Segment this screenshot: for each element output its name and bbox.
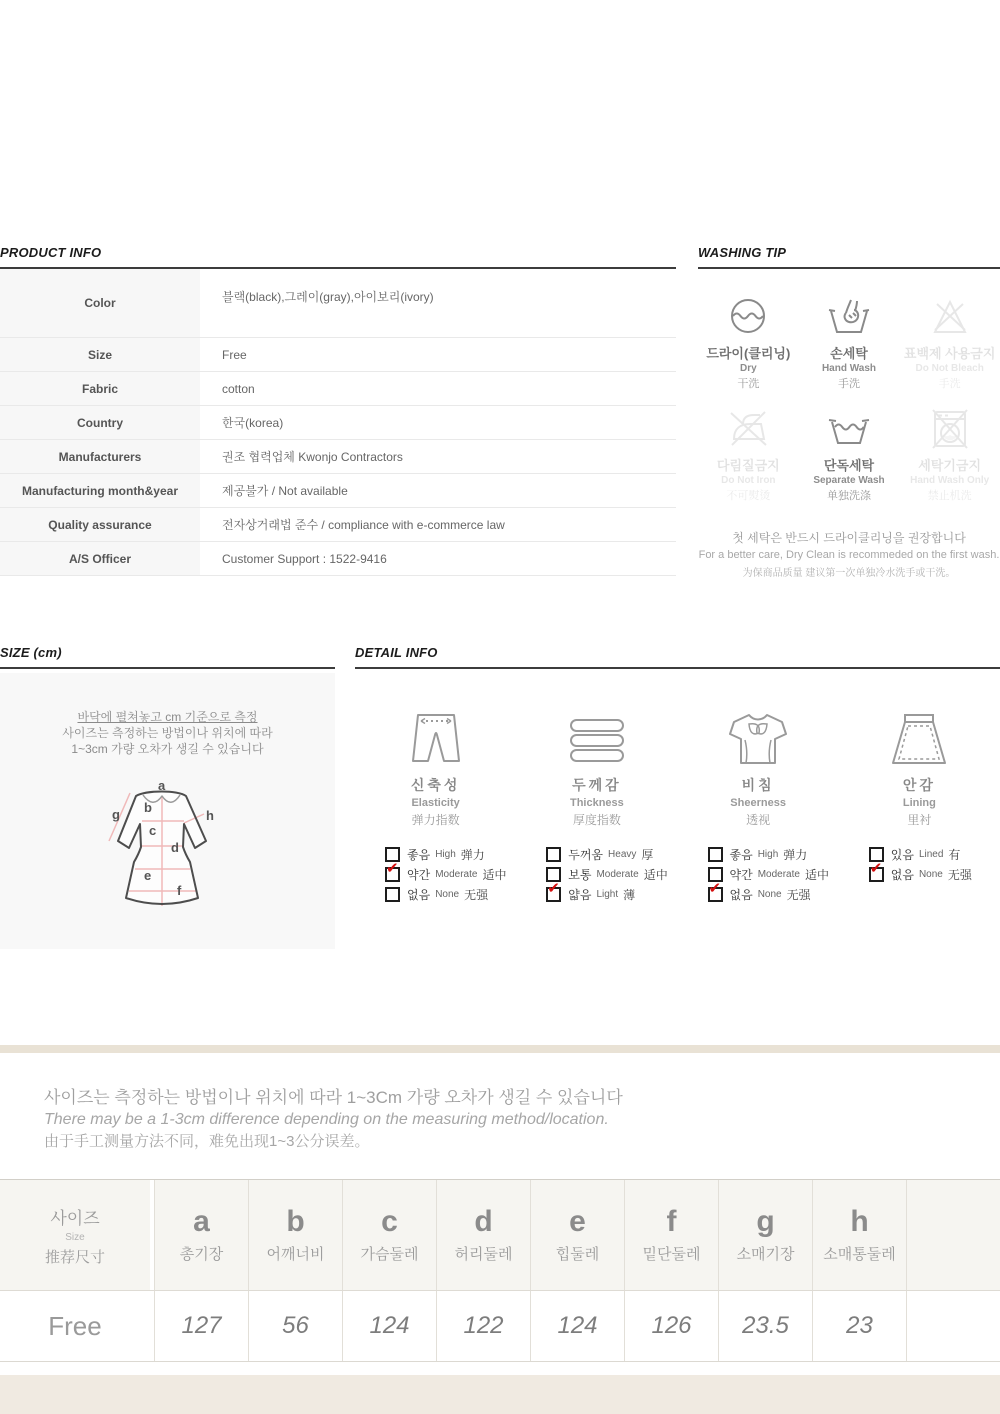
size-section-title: SIZE (cm) — [0, 645, 335, 669]
row-label: A/S Officer — [0, 542, 200, 575]
table-row — [0, 269, 676, 338]
product-info-section — [0, 245, 676, 576]
washing-note: 첫 세탁은 반드시 드라이클리닝을 권장합니다 For a better care, Dry Clean is recommeded on the first wash. 为保商品质量 建议第一次单独冷水洗手或干洗。 — [698, 531, 1000, 579]
dress-measure-diagram — [0, 767, 335, 922]
checkbox-icon[interactable] — [708, 847, 723, 862]
detail-categories — [355, 705, 1000, 904]
row-value: cotton — [200, 372, 676, 405]
checkbox-icon[interactable] — [869, 859, 884, 882]
size-chart-table — [0, 1179, 1000, 1362]
measure-label-c: c — [148, 823, 156, 838]
row-label: Manufacturers — [0, 440, 200, 473]
measure-label-b: b — [143, 800, 152, 815]
washing-item-do-not-bleach: 표백제 사용금지 Do Not Bleach 手洗 — [899, 295, 1000, 399]
category-lining: 안감 Lining 里衬 있음 Lined 有 ✔ 없음 None 无强 — [839, 705, 1000, 904]
measure-label-d: d — [170, 840, 179, 855]
row-value: 블랙(black),그레이(gray),아이보리(ivory) — [200, 269, 676, 337]
sheerness-options — [678, 844, 839, 904]
thickness-options — [516, 844, 677, 904]
value-col-c: 124 — [342, 1291, 436, 1361]
option-thickness-light[interactable]: ✔ 얇음 Light 薄 — [547, 879, 636, 902]
header-col-g: g 소매기장 — [718, 1180, 812, 1290]
header-filler-cell — [906, 1180, 1000, 1290]
option-elasticity-moderate[interactable]: ✔ 약간 Moderate 适中 — [386, 859, 507, 882]
row-label: Color — [0, 269, 200, 337]
table-row — [0, 474, 676, 508]
header-col-h: h 소매통둘레 — [812, 1180, 906, 1290]
size-chart-data-row — [0, 1290, 1000, 1361]
size-value-cell: Free — [48, 1310, 102, 1341]
washing-tip-title: WASHING TIP — [698, 245, 1000, 269]
value-col-b: 56 — [248, 1291, 342, 1361]
beige-divider-bottom — [0, 1375, 1000, 1414]
row-value: 한국(korea) — [200, 406, 676, 439]
header-col-a: a 총기장 — [154, 1180, 248, 1290]
table-row — [0, 406, 676, 440]
row-label: Fabric — [0, 372, 200, 405]
detail-info-section — [355, 645, 1000, 904]
value-col-f: 126 — [624, 1291, 718, 1361]
value-filler-cell — [906, 1291, 1000, 1361]
red-check-icon: ✔ — [869, 859, 883, 877]
sheerness-icon — [678, 705, 839, 767]
thickness-icon — [516, 705, 677, 767]
checkbox-icon[interactable] — [708, 879, 723, 902]
option-sheerness-high[interactable]: 좋음 High 弹力 — [708, 844, 839, 864]
row-value: 제공불가 / Not available — [200, 474, 676, 507]
detail-info-title: DETAIL INFO — [355, 645, 1000, 669]
measure-label-g: g — [111, 807, 120, 822]
checkbox-icon[interactable] — [385, 859, 400, 882]
dry-clean-icon — [698, 295, 799, 339]
option-elasticity-none[interactable]: 없음 None 无强 — [385, 884, 516, 904]
row-value: 권조 협력업체 Kwonjo Contractors — [200, 440, 676, 473]
option-sheerness-none[interactable]: ✔ 없음 None 无强 — [708, 879, 811, 902]
washing-item-dry: 드라이(클리닝) Dry 干洗 — [698, 295, 799, 399]
measure-label-h: h — [205, 808, 214, 823]
value-col-e: 124 — [530, 1291, 624, 1361]
washing-item-separate-wash: 단독세탁 Separate Wash 单独洗涤 — [799, 407, 900, 511]
header-col-b: b 어깨너비 — [248, 1180, 342, 1290]
product-info-table — [0, 269, 676, 576]
row-value: 전자상거래법 준수 / compliance with e-commerce law — [200, 508, 676, 541]
table-row — [0, 508, 676, 542]
washing-item-do-not-iron: 다림질금지 Do Not Iron 不可熨烫 — [698, 407, 799, 511]
measure-label-a: a — [157, 778, 165, 793]
measure-label-e: e — [143, 868, 151, 883]
size-header-cell: 사이즈 Size 推荐尺寸 — [44, 1208, 105, 1266]
red-check-icon: ✔ — [547, 879, 560, 897]
row-value: Free — [200, 338, 676, 371]
size-chart-header-row — [0, 1180, 1000, 1290]
lining-options — [839, 844, 1000, 884]
size-guide-line: 1~3cm 가량 오차가 생길 수 있습니다 — [71, 742, 264, 756]
value-col-a: 127 — [154, 1291, 248, 1361]
row-label: Size — [0, 338, 200, 371]
checkbox-icon[interactable] — [546, 847, 561, 862]
header-col-c: c 가슴둘레 — [342, 1180, 436, 1290]
row-label: Quality assurance — [0, 508, 200, 541]
red-check-icon: ✔ — [708, 879, 722, 897]
value-col-g: 23.5 — [718, 1291, 812, 1361]
do-not-bleach-icon — [899, 295, 1000, 339]
elasticity-icon — [355, 705, 516, 767]
size-guide-line: 바닥에 펼쳐놓고 cm 기준으로 측정 — [77, 710, 258, 724]
separate-wash-icon — [799, 407, 900, 451]
row-label: Country — [0, 406, 200, 439]
washing-icon-grid — [698, 295, 1000, 511]
checkbox-icon[interactable] — [385, 887, 400, 902]
category-sheerness: 비침 Sheerness 透视 좋음 High 弹力 약간 Moderate 适中 ✔ 없음 None 无强 — [678, 705, 839, 904]
table-row — [0, 440, 676, 474]
beige-divider-top — [0, 1045, 1000, 1053]
value-col-h: 23 — [812, 1291, 906, 1361]
checkbox-icon[interactable] — [546, 879, 561, 902]
value-col-d: 122 — [436, 1291, 530, 1361]
size-chart-section — [0, 1045, 1000, 1414]
row-value: Customer Support : 1522-9416 — [200, 542, 676, 575]
option-lining-none[interactable]: ✔ 없음 None 无强 — [869, 859, 972, 882]
washing-item-hand-wash: 손세탁 Hand Wash 手洗 — [799, 295, 900, 399]
size-guide-box — [0, 673, 335, 949]
option-thickness-moderate[interactable]: 보통 Moderate 适中 — [546, 864, 677, 884]
header-col-d: d 허리둘레 — [436, 1180, 530, 1290]
header-col-f: f 밑단둘레 — [624, 1180, 718, 1290]
header-col-e: e 힙둘레 — [530, 1180, 624, 1290]
hand-wash-icon — [799, 295, 900, 339]
category-thickness: 두께감 Thickness 厚度指数 두꺼움 Heavy 厚 보통 Moderate 适中 ✔ 얇음 Light 薄 — [516, 705, 677, 904]
option-thickness-heavy[interactable]: 두꺼움 Heavy 厚 — [546, 844, 677, 864]
red-check-icon: ✔ — [386, 859, 399, 877]
option-sheerness-moderate[interactable]: 약간 Moderate 适中 — [708, 864, 839, 884]
option-lining-lined[interactable]: 있음 Lined 有 — [869, 844, 1000, 864]
table-row — [0, 542, 676, 576]
table-row — [0, 372, 676, 406]
measure-label-f: f — [176, 883, 181, 898]
washing-item-no-machine-wash: 세탁기금지 Hand Wash Only 禁止机洗 — [899, 407, 1000, 511]
category-elasticity: 신축성 Elasticity 弹力指数 좋음 High 弹力 ✔ 약간 Moderate 适中 없음 None 无强 — [355, 705, 516, 904]
option-elasticity-high[interactable]: 좋음 High 弹力 — [385, 844, 516, 864]
no-machine-wash-icon — [899, 407, 1000, 451]
washing-tip-section — [698, 245, 1000, 579]
product-info-title: PRODUCT INFO — [0, 245, 676, 269]
row-label: Manufacturing month&year — [0, 474, 200, 507]
size-notice: 사이즈는 측정하는 방법이나 위치에 따라 1~3Cm 가량 오차가 생길 수 있습니다 There may be a 1-3cm difference depending on the measuring method/location. 由于手工测量方法不同，难免出现1~3公分误差。 — [44, 1088, 623, 1150]
size-guide-line: 사이즈는 측정하는 방법이나 위치에 따라 — [62, 726, 273, 740]
size-section — [0, 645, 335, 949]
do-not-iron-icon — [698, 407, 799, 451]
table-row — [0, 338, 676, 372]
elasticity-options — [355, 844, 516, 904]
lining-icon — [839, 705, 1000, 767]
